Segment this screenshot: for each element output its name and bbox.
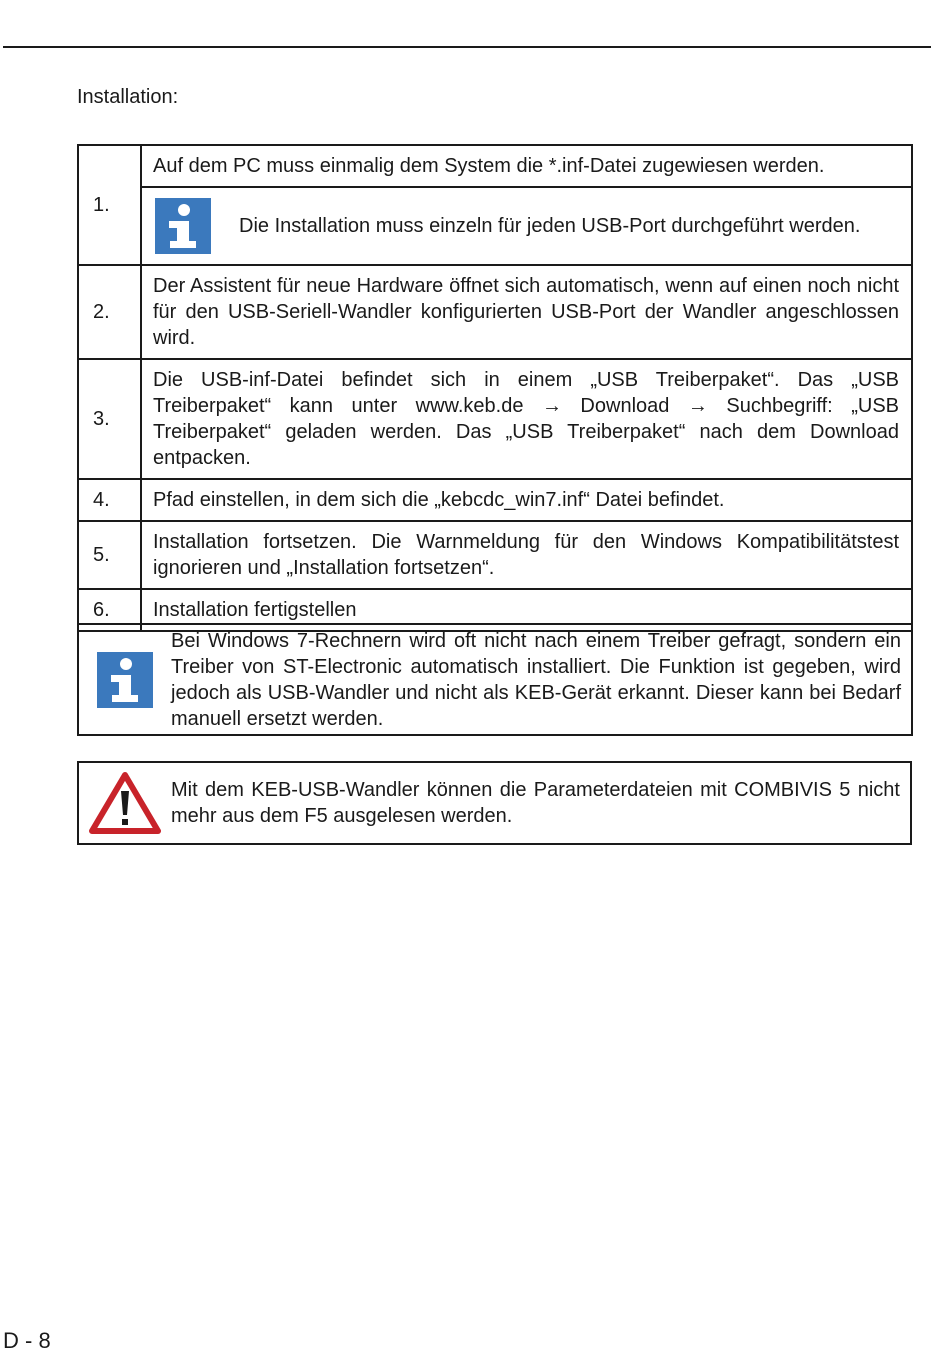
step-row-4: [78, 479, 912, 521]
step-number: 5.: [78, 521, 141, 589]
step-number: 1.: [78, 145, 141, 265]
info-icon: [97, 652, 153, 708]
warning-icon: [89, 771, 161, 835]
step-text: Installation fertigstellen: [141, 589, 912, 631]
step-number: 3.: [78, 359, 141, 479]
step-text: Der Assistent für neue Hardware öffnet sich automatisch, wenn auf einen noch nicht für den USB-Seriell-Wandler konfigurierten USB-Port der Wandler angeschlossen wird.: [141, 265, 912, 359]
step-number: 4.: [78, 479, 141, 521]
info-note-box: [77, 623, 913, 736]
step-note-text: Die Installation muss einzeln für jeden USB-Port durchgeführt werden.: [239, 215, 861, 237]
step-number: 6.: [78, 589, 141, 631]
step-number: 2.: [78, 265, 141, 359]
step-row-1-note: [78, 187, 912, 265]
step-text: Auf dem PC muss einmalig dem System die *.inf-Datei zugewiesen werden.: [141, 145, 912, 187]
step-text: Installation fortsetzen. Die Warnmeldung für den Windows Kompatibilitätstest ignorieren und „Installation fortsetzen“.: [141, 521, 912, 589]
info-note-text: Bei Windows 7-Rechnern wird oft nicht nach einem Treiber gefragt, sondern ein Treiber von ST-Electronic automatisch installiert. Die Funktion ist gegeben, wird jedoch als USB-Wandler und nicht als KEB-Gerät erkannt. Dieser kann bei Bedarf manuell ersetzt werden.: [171, 629, 901, 730]
step-row-1: [78, 145, 912, 187]
step-text: Die USB-inf-Datei befindet sich in einem „USB Treiberpaket“. Das „USB Treiberpaket“ kann unter www.keb.de → Download → Suchbegriff: „USB Treiberpaket“ geladen werden. Das „USB Treiberpaket“ nach dem Download entpacken.: [141, 359, 912, 479]
installation-steps-table: [77, 144, 913, 632]
page-number: D - 8: [3, 1328, 51, 1353]
section-title: Installation:: [77, 86, 179, 108]
step-text: Pfad einstellen, in dem sich die „kebcdc_win7.inf“ Datei befindet.: [141, 479, 912, 521]
warning-note-box: [77, 761, 912, 845]
warning-note-text: Mit dem KEB-USB-Wandler können die Parameterdateien mit COMBIVIS 5 nicht mehr aus dem F5 ausgelesen werden.: [171, 779, 900, 827]
step-row-5: [78, 521, 912, 589]
header-rule: [3, 46, 931, 48]
step-row-3: [78, 359, 912, 479]
step-note: [141, 187, 912, 265]
info-icon: [155, 198, 211, 254]
step-row-2: [78, 265, 912, 359]
